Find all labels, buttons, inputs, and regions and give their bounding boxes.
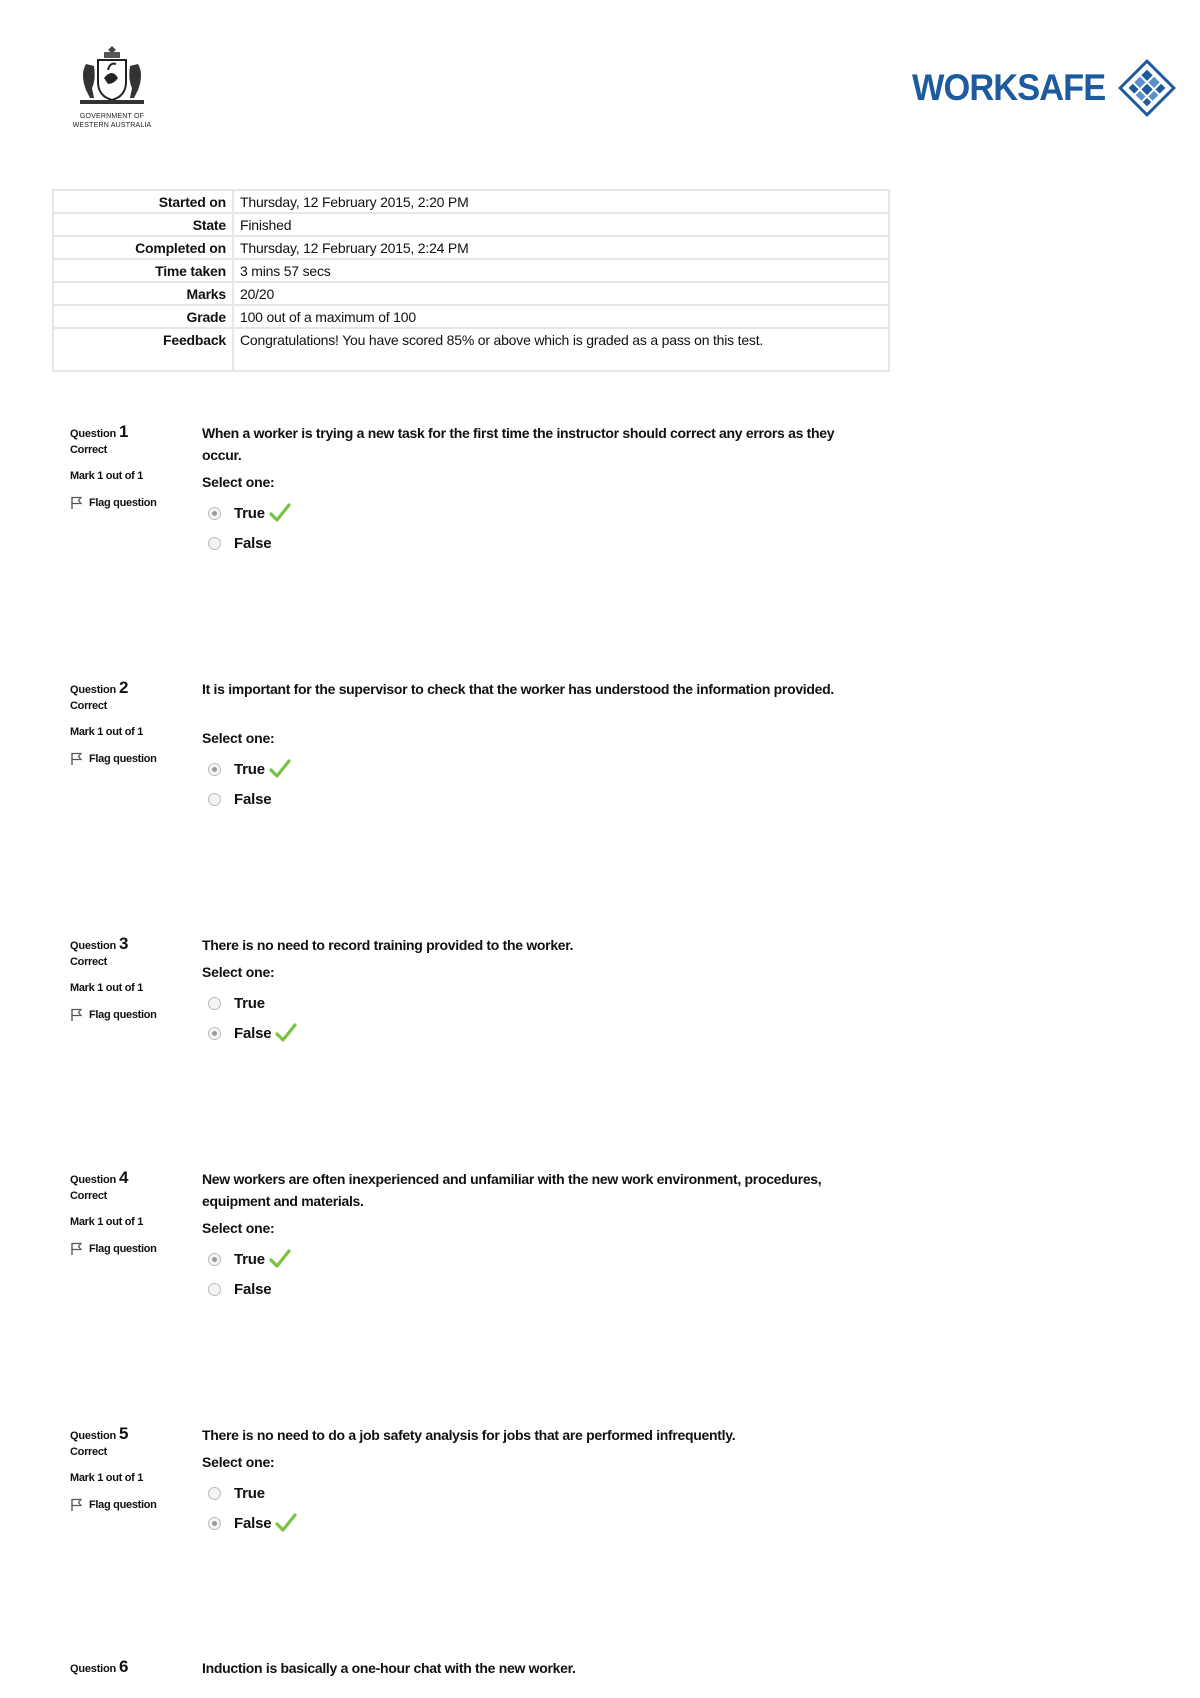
radio-button[interactable] (208, 507, 221, 520)
radio-button[interactable] (208, 1517, 221, 1530)
radio-button[interactable] (208, 537, 221, 550)
correct-check-icon (269, 503, 291, 523)
question-content (202, 1657, 870, 1679)
question-number: Question 4 (70, 1168, 129, 1187)
answer-option-false[interactable] (202, 528, 870, 558)
question-info (70, 422, 190, 510)
summary-row-time-taken (53, 259, 889, 282)
question-info (70, 1168, 190, 1256)
flag-question-link[interactable] (70, 1008, 190, 1022)
question-number: Question 1 (70, 422, 129, 441)
select-one-prompt: Select one: (202, 474, 275, 490)
answer-label: True (234, 1250, 265, 1268)
summary-label: State (53, 213, 233, 236)
question-state: Correct (70, 1190, 108, 1202)
summary-label: Completed on (53, 236, 233, 259)
flag-question-link[interactable] (70, 1498, 190, 1512)
question-text: There is no need to record training provided to the worker. (202, 937, 574, 953)
answer-option-false[interactable] (202, 784, 870, 814)
summary-label: Time taken (53, 259, 233, 282)
select-one-prompt: Select one: (202, 1220, 275, 1236)
radio-button[interactable] (208, 763, 221, 776)
summary-label: Grade (53, 305, 233, 328)
answer-label: False (234, 534, 272, 552)
flag-icon (70, 1498, 83, 1512)
summary-label: Feedback (53, 328, 233, 371)
summary-value: Finished (233, 213, 889, 236)
question-state: Correct (70, 444, 108, 456)
summary-label: Marks (53, 282, 233, 305)
question-6 (70, 1657, 870, 1687)
question-state: Correct (70, 1446, 108, 1458)
flag-question-label: Flag question (89, 753, 157, 765)
correct-check-icon (275, 1023, 297, 1043)
answer-option-true[interactable] (202, 754, 870, 784)
question-1 (70, 422, 870, 582)
select-one-prompt: Select one: (202, 730, 275, 746)
government-of-western-australia-logo (64, 42, 160, 136)
select-one-prompt: Select one: (202, 1454, 275, 1470)
question-5 (70, 1424, 870, 1584)
flag-question-label: Flag question (89, 1499, 157, 1511)
question-state: Correct (70, 956, 108, 968)
summary-value: 3 mins 57 secs (233, 259, 889, 282)
flag-icon (70, 752, 83, 766)
worksafe-diamond-icon (1116, 57, 1178, 119)
question-info (70, 678, 190, 766)
question-info (70, 1424, 190, 1512)
radio-button[interactable] (208, 997, 221, 1010)
flag-question-link[interactable] (70, 752, 190, 766)
answer-option-false[interactable] (202, 1508, 870, 1538)
question-number: Question 6 (70, 1657, 129, 1676)
question-info (70, 934, 190, 1022)
flag-icon (70, 496, 83, 510)
flag-question-label: Flag question (89, 1243, 157, 1255)
question-grade: Mark 1 out of 1 (70, 726, 144, 738)
answer-label: False (234, 790, 272, 808)
question-number: Question 5 (70, 1424, 129, 1443)
question-grade: Mark 1 out of 1 (70, 982, 144, 994)
flag-question-label: Flag question (89, 1009, 157, 1021)
answer-option-false[interactable] (202, 1018, 870, 1048)
question-text: When a worker is trying a new task for the first time the instructor should correct any errors as they occur. (202, 425, 835, 463)
correct-check-icon (269, 759, 291, 779)
summary-value: Thursday, 12 February 2015, 2:20 PM (233, 190, 889, 213)
answer-option-true[interactable] (202, 1244, 870, 1274)
answer-label: True (234, 760, 265, 778)
correct-check-icon (275, 1513, 297, 1533)
flag-icon (70, 1242, 83, 1256)
answer-label: False (234, 1280, 272, 1298)
question-content (202, 678, 870, 814)
summary-value: Congratulations! You have scored 85% or above which is graded as a pass on this test. (233, 328, 889, 371)
radio-button[interactable] (208, 1027, 221, 1040)
answer-option-false[interactable] (202, 1274, 870, 1304)
question-content (202, 422, 870, 558)
attempt-summary-table (52, 189, 890, 372)
worksafe-brand-text: WORKSAFE (912, 67, 1106, 108)
worksafe-logo (912, 54, 1178, 122)
answer-option-true[interactable] (202, 988, 870, 1018)
answer-option-true[interactable] (202, 498, 870, 528)
summary-label: Started on (53, 190, 233, 213)
question-content (202, 1168, 870, 1304)
answer-label: True (234, 1484, 265, 1502)
gov-logo-line-1: GOVERNMENT OF (79, 113, 145, 120)
flag-question-link[interactable] (70, 496, 190, 510)
flag-question-label: Flag question (89, 497, 157, 509)
radio-button[interactable] (208, 1487, 221, 1500)
summary-value: 100 out of a maximum of 100 (233, 305, 889, 328)
radio-button[interactable] (208, 1283, 221, 1296)
answer-label: False (234, 1514, 272, 1532)
summary-row-grade (53, 305, 889, 328)
summary-value: Thursday, 12 February 2015, 2:24 PM (233, 236, 889, 259)
question-4 (70, 1168, 870, 1328)
summary-row-started-on (53, 190, 889, 213)
question-number: Question 3 (70, 934, 129, 953)
coat-of-arms-icon (72, 42, 152, 112)
question-text: New workers are often inexperienced and unfamiliar with the new work environment, procedures, equipment and materials. (202, 1171, 822, 1209)
correct-check-icon (269, 1249, 291, 1269)
answer-label: False (234, 1024, 272, 1042)
summary-row-state (53, 213, 889, 236)
question-content (202, 934, 870, 1048)
answer-option-true[interactable] (202, 1478, 870, 1508)
flag-question-link[interactable] (70, 1242, 190, 1256)
question-number: Question 2 (70, 678, 129, 697)
flag-icon (70, 1008, 83, 1022)
question-info (70, 1657, 190, 1679)
question-text: Induction is basically a one-hour chat with the new worker. (202, 1660, 576, 1676)
gov-logo-line-2: WESTERN AUSTRALIA (72, 122, 152, 129)
question-grade: Mark 1 out of 1 (70, 1472, 144, 1484)
question-grade: Mark 1 out of 1 (70, 1216, 144, 1228)
radio-button[interactable] (208, 793, 221, 806)
summary-value: 20/20 (233, 282, 889, 305)
summary-row-marks (53, 282, 889, 305)
question-3 (70, 934, 870, 1094)
question-state: Correct (70, 700, 108, 712)
question-text: It is important for the supervisor to check that the worker has understood the information provided. (202, 681, 834, 697)
summary-row-feedback (53, 328, 889, 371)
question-grade: Mark 1 out of 1 (70, 470, 144, 482)
answer-label: True (234, 504, 265, 522)
question-2 (70, 678, 870, 838)
question-content (202, 1424, 870, 1538)
answer-label: True (234, 994, 265, 1012)
select-one-prompt: Select one: (202, 964, 275, 980)
radio-button[interactable] (208, 1253, 221, 1266)
summary-row-completed-on (53, 236, 889, 259)
question-text: There is no need to do a job safety analysis for jobs that are performed infrequently. (202, 1427, 736, 1443)
